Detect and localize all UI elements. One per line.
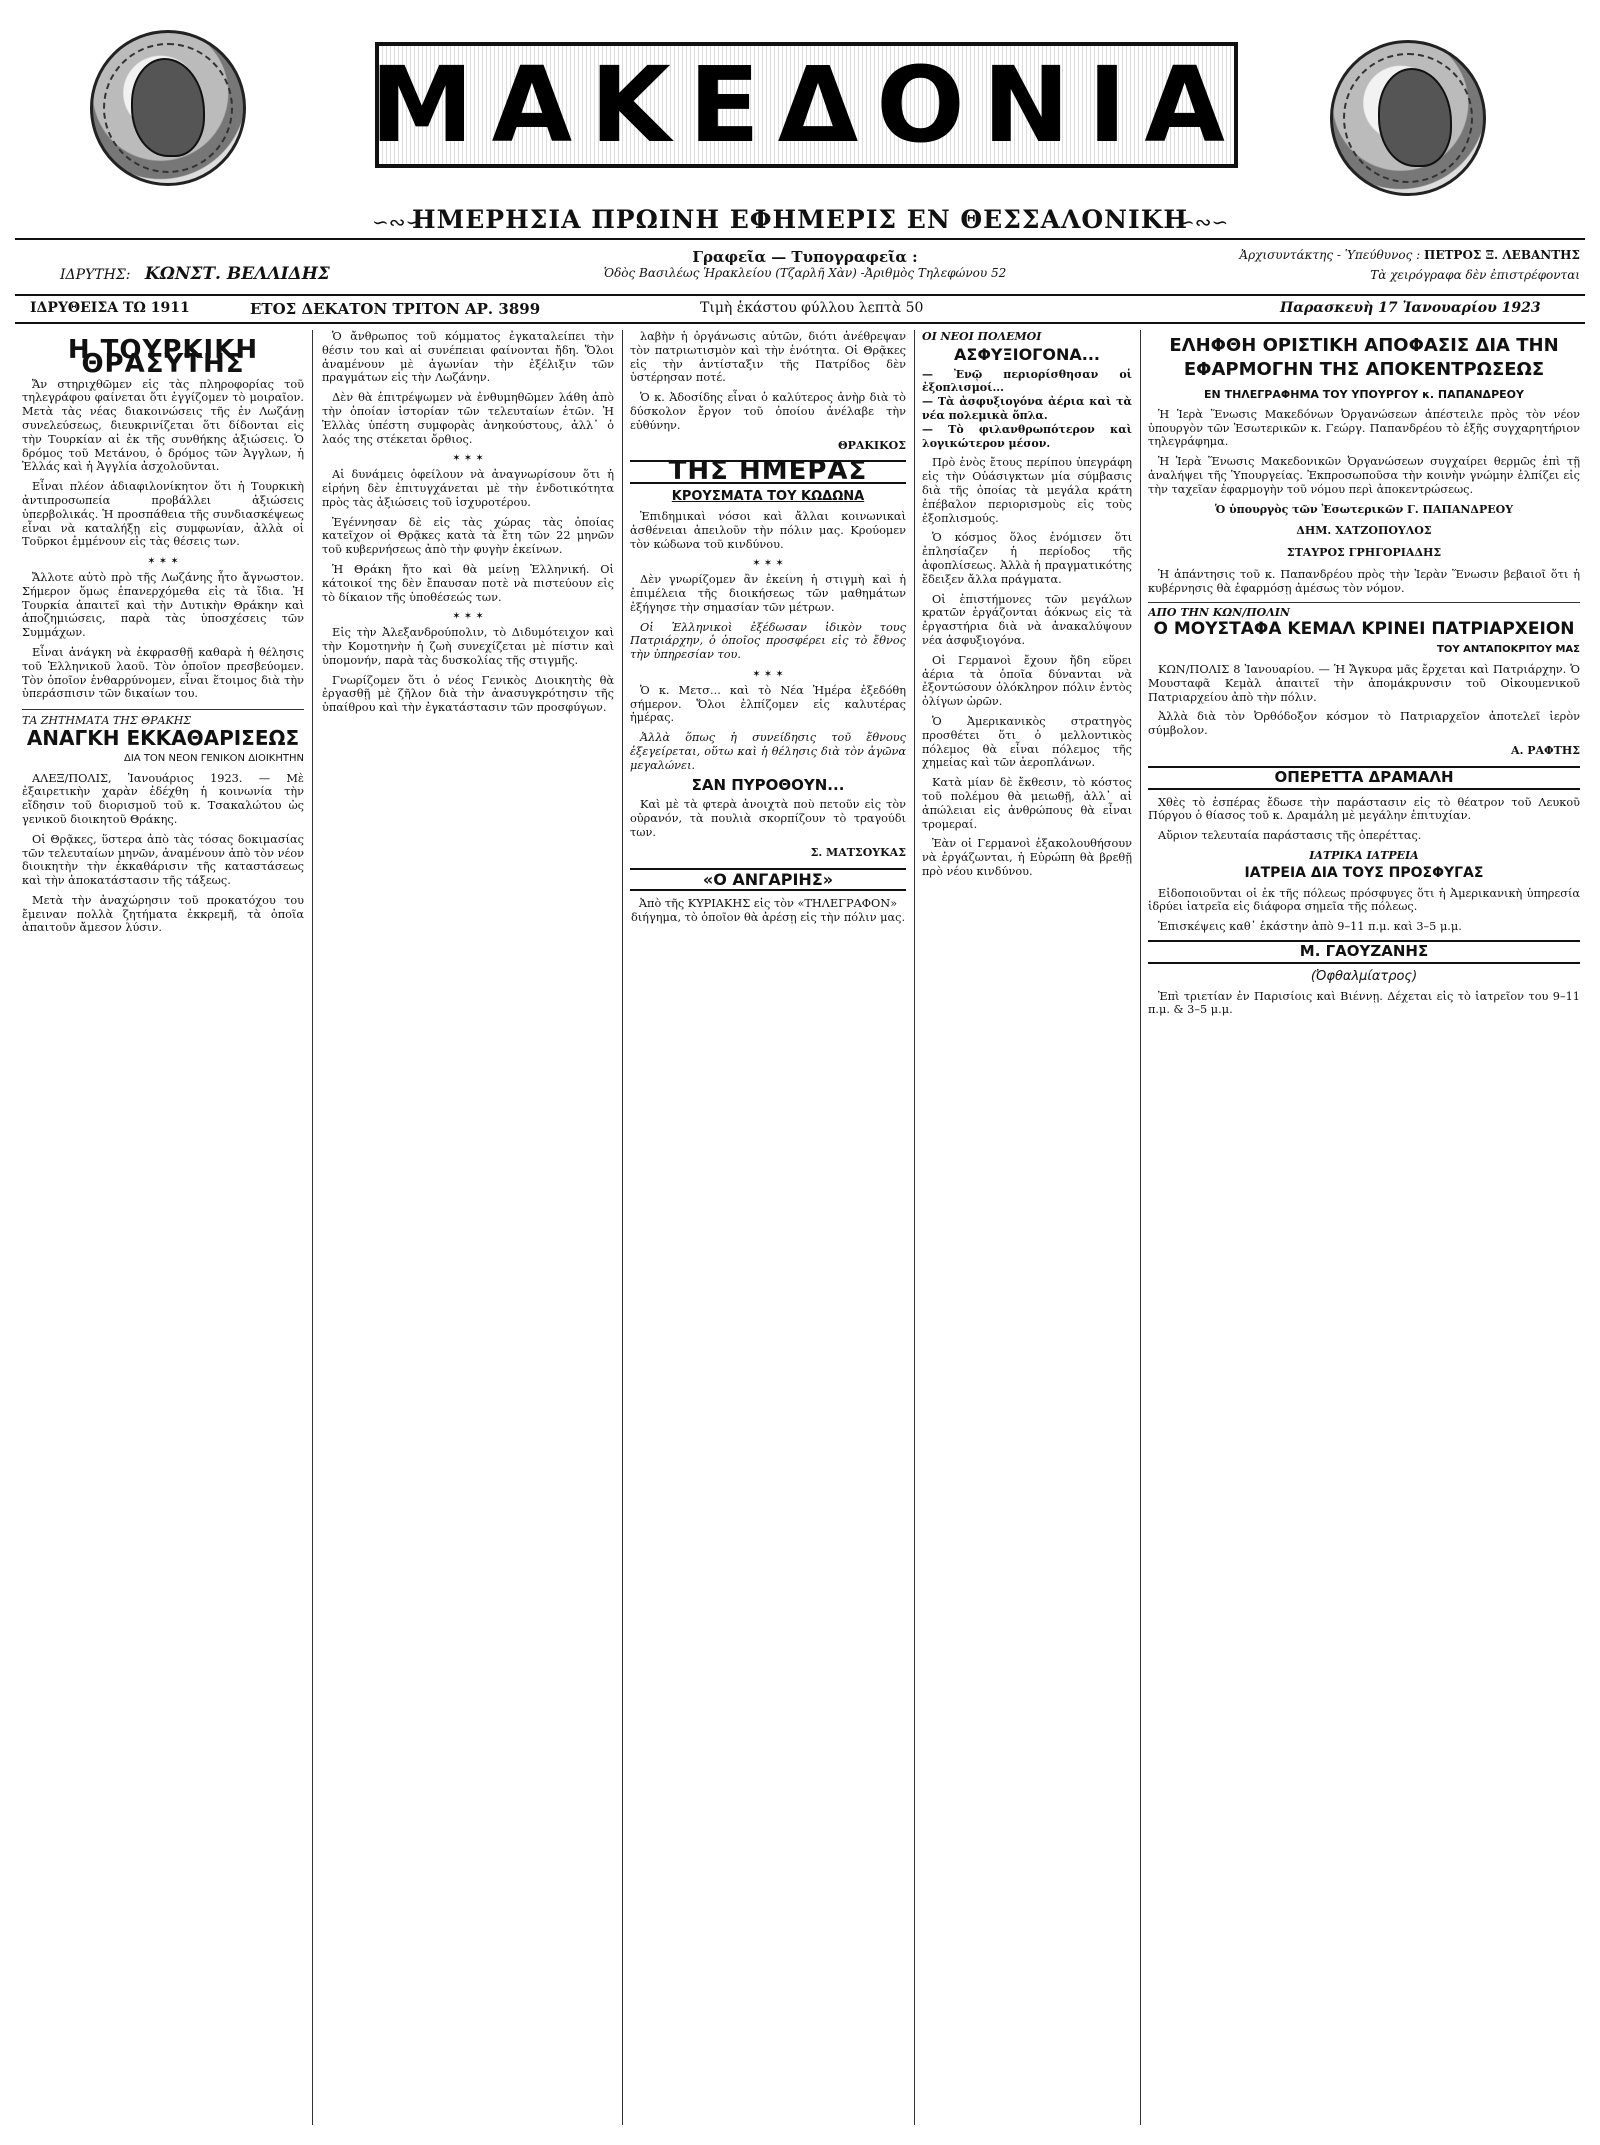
col-divider-1 (312, 330, 313, 2125)
article-paragraph: Ὁ ἄνθρωπος τοῦ κόμματος ἐγκαταλείπει τὴν θέσιν του καὶ αἱ συνέπειαι φαίνονται ἤδη. Ὅλοι ἀναμένουν μὲ ἀγωνίαν τὴν ἐξέλιξιν τῶν πραγμάτων εἰς τὴν Λωζάνην. (322, 330, 614, 385)
left-medallion-emblem (90, 30, 246, 186)
ornament-right-icon: ∽∾∽ (1178, 210, 1229, 234)
col-divider-2 (622, 330, 623, 2125)
article-paragraph: Κατὰ μίαν δὲ ἔκθεσιν, τὸ κόστος τοῦ πολέμου θὰ μειωθῇ, ἀλλ᾽ αἱ ἀπώλειαι εἰς ἀνθρώπους θὰ εἶναι τρομεραί. (922, 776, 1132, 831)
kicker-new-wars: ΟΙ ΝΕΟΙ ΠΟΛΕΜΟΙ (922, 330, 1042, 343)
col-divider-4 (1140, 330, 1141, 2125)
article-paragraph: Ὁ κ. Ἀδοσίδης εἶναι ὁ καλύτερος ἀνὴρ διὰ τὸ δύσκολον ἔργον τοῦ ὁποίου ἀνέλαβε τὴν εὐθύνην. (630, 391, 906, 432)
col-divider-3 (914, 330, 915, 2125)
bullet-list (922, 368, 1132, 451)
signature-grigoriadis: ΣΤΑΥΡΟΣ ΓΡΗΓΟΡΙΑΔΗΣ (1286, 546, 1442, 560)
subhead-new-governor: ΔΙΑ ΤΟΝ ΝΕΟΝ ΓΕΝΙΚΟΝ ΔΙΟΙΚΗΤΗΝ (124, 752, 304, 764)
kicker-medical: ΙΑΤΡΙΚΑ ΙΑΤΡΕΙΑ (1309, 848, 1419, 862)
article-paragraph: Ἄν στηριχθῶμεν εἰς τὰς πληροφορίας τοῦ τηλεγράφου φαίνεται ὅτι ἐγγίζομεν τὸ μοιραῖον. Μετὰ τὰς νέας διακοινώσεις τῆς ἐν Λωζάνῃ συνελεύσεως, διευκρινίζεται ὅτι δίδονται εἰς τὴν Τουρκίαν αἱ ἐκ τῆς συνθήκης ἀξιώσεις. Ὁ δρόμος τοῦ Μετάνου, ὁ δρόμος τῶν Ἀγγλων, ἡ Ἑλλάς καὶ ἡ Ἀγγλία ἀσχολοῦνται. (22, 377, 304, 474)
article-paragraph: Οἱ Ἑλληνικοὶ ἐξέδωσαν ἰδικὸν τους Πατριάρχην, ὁ ὁποῖος προσφέρει εἰς τὸ ἔθνος τὴν ὑπηρεσίαν του. (630, 620, 906, 662)
article-paragraph: Εἶναι πλέον ἀδιαφιλονίκητον ὅτι ἡ Τουρκικὴ ἀντιπροσωπεία προβάλλει ἀξιώσεις ὑπερβολικάς. Ἡ προσπάθεια τῆς συνδιασκέψεως εἶναι νὰ καταλήξῃ εἰς συμφωνίαν, ἀλλὰ οἱ Τοῦρκοι ἐμμένουν εἰς τὰς θέσεις των. (22, 480, 304, 549)
article-paragraph: Οἱ Θρᾷκες, ὕστερα ἀπὸ τὰς τόσας δοκιμασίας τῶν τελευταίων μηνῶν, ἀναμένουν ἀπὸ τὸν νέον διοικητὴν τὴν ἐκκαθάρισιν τῆς καταστάσεως καὶ τὴν ἀποκατάστασιν τῆς τάξεως. (22, 832, 304, 888)
ad-doctor-name: Μ. ΓΑΟΥΖΑΝΗΣ (1148, 940, 1580, 964)
article-paragraph: Αὔριον τελευταία παράστασις τῆς ὀπερέττας. (1158, 829, 1422, 843)
right-medallion-emblem (1330, 40, 1486, 196)
boxed-title-angaris: «Ο ΑΝΓΑΡΙΗΣ» (630, 868, 906, 892)
article-paragraph: Εἰδοποιοῦνται οἱ ἐκ τῆς πόλεως πρόσφυγες ὅτι ἡ Ἀμερικανικὴ ὑπηρεσία ἱδρύει ἰατρεῖα εἰς διάφορα σημεῖα τῆς πόλεως. (1148, 886, 1580, 914)
headline-clinics-refugees: ΙΑΤΡΕΙΑ ΔΙΑ ΤΟΥΣ ΠΡΟΣΦΥΓΑΣ (1244, 864, 1484, 881)
price-line: Τιμὴ ἑκάστου φύλλου λεπτὰ 50 (700, 300, 924, 316)
article-paragraph: Οἱ ἐπιστήμονες τῶν μεγάλων κρατῶν ἐργάζονται ἀόκνως εἰς τὰ ἐργαστήρια διὰ νὰ ἀνακαλύψουν νέα ἀσφυξιογόνα. (922, 592, 1132, 647)
bullet-item: — Ἐνῷ περιορίσθησαν οἱ ἐξοπλισμοί... (922, 367, 1132, 395)
article-paragraph: Αἱ δυνάμεις ὀφείλουν νὰ ἀναγνωρίσουν ὅτι ἡ εἰρήνη δὲν ἐπιτυγχάνεται μὲ τὴν ἐνδοτικότητα πρὸς τὰς ἀξιώσεις τοῦ ἰσχυροτέρου. (322, 468, 614, 509)
article-paragraph: Ἡ ἀπάντησις τοῦ κ. Παπανδρέου πρὸς τὴν Ἱερὰν Ἕνωσιν βεβαιοῖ ὅτι ἡ κυβέρνησις θὰ ἐφαρμόσῃ ἀμέσως τὸν νόμον. (1148, 567, 1580, 595)
article-paragraph: Ἐπιδημικαὶ νόσοι καὶ ἄλλαι κοινωνικαὶ ἀσθένειαι ἀπειλοῦν τὴν πόλιν μας. Κρούομεν τὸν κώδωνα τοῦ κινδύνου. (630, 509, 906, 551)
article-paragraph: Ὁ κ. Μετσ... καὶ τὸ Νέα Ἡμέρα ἐξεδόθη σήμερον. Ὅλοι ἐλπίζομεν εἰς καλυτέρας ἡμέρας. (630, 683, 906, 725)
signature-raftis: Α. ΡΑΦΤΗΣ (1511, 743, 1580, 757)
editor-block (1040, 248, 1580, 282)
signature-chatzopoulos: ΔΗΜ. ΧΑΤΖΟΠΟΥΛΟΣ (1296, 524, 1432, 538)
article-paragraph: Ὁ Ἀμερικανικὸς στρατηγὸς προσθέτει ὅτι ὁ μελλοντικὸς πόλεμος θὰ εἶναι πόλεμος τῆς χημείας καὶ τῶν ἀεροπλάνων. (922, 714, 1132, 770)
section-of-the-day: ΤΗΣ ΗΜΕΡΑΣ (630, 460, 906, 484)
offices-address: Ὁδὸς Βασιλέως Ἡρακλείου (Τζαρλῆ Χὰν) -Ἀριθμὸς Τηλεφώνου 52 (603, 266, 1007, 280)
masthead-title-box (370, 42, 1243, 168)
article-paragraph: Ἀλλὰ διὰ τὸν Ὀρθόδοξον κόσμον τὸ Πατριαρχεῖον ἀποτελεῖ ἱερὸν σύμβολον. (1148, 710, 1580, 738)
rule-top (15, 238, 1585, 240)
stars-divider-icon: ✶ ✶ ✶ (752, 558, 784, 570)
article-paragraph: Ἡ Θράκη ἤτο καὶ θὰ μείνῃ Ἑλληνική. Οἱ κάτοικοί της δὲν ἔπαυσαν ποτὲ νὰ πιστεύουν εἰς τὸ δίκαιον τῆς ὑποθέσεώς των. (322, 562, 614, 604)
column-4 (922, 330, 1132, 2125)
issue-line: ΕΤΟΣ ΔΕΚΑΤΟΝ ΤΡΙΤΟΝ ΑΡ. 3899 (250, 300, 541, 318)
section-san-pyrothoun: ΣΑΝ ΠΥΡΟΘΟΥΝ... (691, 775, 845, 794)
article-paragraph: Εἶναι ἀνάγκη νὰ ἐκφρασθῇ καθαρὰ ἡ θέλησις τοῦ Ἑλληνικοῦ λαοῦ. Τὸν ὁποῖον πρεσβεύομεν. Τὸν ὁποῖον ἐνθαρρύνομεν, εἶναι ἕτοιμος διὰ τὴν ὑπεράσπισιν τῶν δικαίων του. (22, 645, 304, 701)
article-paragraph: Ὁ κόσμος ὅλος ἐνόμισεν ὅτι ἐπλησίαζεν ἡ περίοδος τῆς ἀφοπλίσεως. Ἀλλὰ ἡ πραγματικότης ἔδειξεν ἄλλα πράγματα. (922, 531, 1132, 586)
stars-divider-icon: ✶ ✶ ✶ (452, 611, 484, 623)
rule-info-top (15, 294, 1585, 296)
section-kicker: ΤΑ ΖΗΤΗΜΑΤΑ ΤΗΣ ΘΡΑΚΗΣ (22, 714, 192, 728)
article-paragraph: Εἰς τὴν Ἀλεξανδρούπολιν, τὸ Διδυμότειχον καὶ τὴν Κομοτηνὴν ἡ ζωὴ συνεχίζεται μὲ πίστιν καὶ ὑπομονήν, παρὰ τὰς δυσκολίας τῆς στιγμῆς. (322, 626, 614, 667)
headline-kemal-patriarchate: Ο ΜΟΥΣΤΑΦΑ ΚΕΜΑΛ ΚΡΙΝΕΙ ΠΑΤΡΙΑΡΧΕΙΟΝ (1153, 619, 1575, 640)
editor-label: Ἀρχισυντάκτης - Ὑπεύθυνος : (1239, 248, 1421, 262)
founder-label: ΙΔΡΥΤΗΣ: (60, 267, 131, 283)
article-paragraph: Ἐπισκέψεις καθ᾽ ἑκάστην ἀπὸ 9–11 π.μ. καὶ 3–5 μ.μ. (1158, 920, 1462, 934)
bullet-item: — Τὸ φιλανθρωπότερον καὶ λογικώτερον μέσον. (922, 422, 1132, 450)
article-paragraph: Δὲν γνωρίζομεν ἂν ἐκείνη ἡ στιγμὴ καὶ ἡ ἐπιμέλεια τῆς διοικήσεως τῶν μαθημάτων ἐξήγησε τὴν σημασίαν τῶν μέτρων. (630, 573, 906, 614)
article-paragraph: Ἀλλὰ ὅπως ἡ συνείδησις τοῦ ἔθνους ἐξεγείρεται, οὕτω καὶ ἡ θέλησις διὰ τὸν ἀγῶνα μεγαλώνει. (630, 731, 906, 772)
article-paragraph: Ἡ Ἱερὰ Ἕνωσις Μακεδονικῶν Ὀργανώσεων συγχαίρει θερμῶς ἐπὶ τῇ ἀναλήψει τῆς Ὑπουργείας. Ἐκπροσωποῦσα τὴν κοινὴν γνώμην ἐλπίζει εἰς τὴν ταχεῖαν ἐφαρμογὴν τοῦ νόμου περὶ ἀποκεντρώσεως. (1148, 455, 1580, 496)
subhead-correspondent: ΤΟΥ ΑΝΤΑΠΟΚΡΙΤΟΥ ΜΑΣ (1437, 644, 1580, 656)
masthead-subtitle: ΗΜΕΡΗΣΙΑ ΠΡΩΙΝΗ ΕΦΗΜΕΡΙΣ ΕΝ ΘΕΣΣΑΛΟΝΙΚΗ (411, 205, 1189, 234)
article-paragraph: Μετὰ τὴν ἀναχώρησιν τοῦ προκατόχου του ἔμειναν πολλὰ ζητήματα ἐκκρεμῆ, τὰ ὁποῖα ἀπαιτοῦν ἄμεσον λύσιν. (22, 893, 304, 935)
founded-line: ΙΔΡΥΘΕΙΣΑ ΤΩ 1911 (30, 300, 190, 316)
manuscripts-note: Τὰ χειρόγραφα δὲν ἐπιστρέφονται (1370, 268, 1580, 282)
column-1 (22, 330, 304, 2125)
article-paragraph: λαβὴν ἡ ὀργάνωσις αὐτῶν, διότι ἀνέθρεψαν τὸν πατριωτισμὸν καὶ τὴν ἑνότητα. Οἱ Θρᾷκες εἰς τὴν ἀντίσταξιν τῆς Πατρίδος δὲν ὑστέρησαν ποτέ. (630, 330, 906, 385)
ad-text: Ἐπὶ τριετίαν ἐν Παρισίοις καὶ Βιέννῃ. Δέχεται εἰς τὸ ἰατρεῖον του 9–11 π.μ. & 3–5 μ.μ. (1148, 989, 1580, 1017)
offices-block (595, 248, 1015, 280)
headline-asphyxiating-gases: ΑΣΦΥΞΙΟΓΟΝΑ... (954, 344, 1100, 364)
stars-divider-icon: ✶ ✶ ✶ (147, 556, 179, 568)
rule-info-bottom (15, 322, 1585, 324)
article-paragraph: ΑΛΕΞ/ΠΟΛΙΣ, Ἰανουάριος 1923. — Μὲ ἐξαιρετικὴν χαρὰν ἐδέχθη ἡ κοινωνία τὴν εἴδησιν τοῦ διορισμοῦ τοῦ κ. Τσακαλώτου ὡς γενικοῦ διοικητοῦ Θράκης. (22, 771, 304, 826)
signature-papandreou: Ὁ ὑπουργὸς τῶν Ἐσωτερικῶν Γ. ΠΑΠΑΝΔΡΕΟΥ (1214, 502, 1514, 516)
column-2 (322, 330, 614, 2125)
article-paragraph: Ἄλλοτε αὐτὸ πρὸ τῆς Λωζάνης ἦτο ἄγνωστον. Σήμερον ὅμως ἐπανερχόμεθα εἰς τὰ ἴδια. Ἡ Τουρκία ἀπαιτεῖ καὶ τὴν Δυτικὴν Θράκην καὶ ἀποζημιώσεις, παρὰ τὰς ὑποσχέσεις τῶν Συμμάχων. (22, 570, 304, 640)
headline-need-clarification: ΑΝΑΓΚΗ ΕΚΚΑΘΑΡΙΣΕΩΣ (26, 725, 300, 750)
bullet-item: — Τὰ ἀσφυξιογόνα ἀέρια καὶ τὰ νέα πολεμικὰ ὅπλα. (922, 395, 1132, 422)
article-paragraph: Γνωρίζομεν ὅτι ὁ νέος Γενικὸς Διοικητὴς θὰ ἐργασθῇ μὲ ζῆλον διὰ τὴν ἀνασυγκρότησιν τῆς ὑπαίθρου καὶ τὴν ἐγκατάστασιν τῶν προσφύγων. (322, 673, 614, 715)
signature-thrakikos: ΘΡΑΚΙΚΟΣ (837, 438, 906, 452)
subsection-alarm-bell: ΚΡΟΥΣΜΑΤΑ ΤΟΥ ΚΩΔΩΝΑ (671, 489, 865, 505)
column-3 (630, 330, 906, 2125)
date-line: Παρασκευὴ 17 Ἰανουαρίου 1923 (1280, 300, 1541, 316)
article-paragraph: Ἐγέννησαν δὲ εἰς τὰς χώρας τὰς ὁποίας κατεῖχον οἱ Θρᾷκες κατὰ τὰ ἔτη τῶν 22 μηνῶν τοῦ κυβερνήσεως ἀπὸ τὴν φυγὴν ἐκείνων. (322, 515, 614, 557)
ad-doctor-specialty: (Ὀφθαλμίατρος) (1310, 968, 1418, 984)
masthead-title: ΜΑΚΕΔΟΝΙΑ (370, 44, 1243, 166)
article-paragraph: Πρὸ ἑνὸς ἔτους περίπου ὑπεγράφη εἰς τὴν Οὐάσιγκτων μία σύμβασις διὰ τῆς ὁποίας τὰ μεγάλα κράτη ἐπέβαλον περιορισμοὺς εἰς τοὺς ἐξοπλισμούς. (922, 456, 1132, 525)
stars-divider-icon: ✶ ✶ ✶ (452, 453, 484, 465)
ornament-left-icon: ∽∾∽ (372, 210, 423, 234)
kicker-from-constantinople: ΑΠΟ ΤΗΝ ΚΩΝ/ΠΟΛΙΝ (1148, 605, 1290, 619)
headline-decentralization: ΕΛΗΦΘΗ ΟΡΙΣΤΙΚΗ ΑΠΟΦΑΣΙΣ ΔΙΑ ΤΗΝ ΕΦΑΡΜΟΓΗΝ ΤΗΣ ΑΠΟΚΕΝΤΡΩΣΕΩΣ (1169, 335, 1559, 380)
article-paragraph: ΚΩΝ/ΠΟΛΙΣ 8 Ἰανουαρίου. — Ἡ Ἄγκυρα μᾶς ἔρχεται καὶ Πατριάρχην. Ὁ Μουσταφᾶ Κεμὰλ ἀπαιτεῖ τὴν ἀπομάκρυνσιν τοῦ Οἰκουμενικοῦ Πατριαρχείου ἀπὸ τὴν πόλιν. (1148, 662, 1580, 704)
headline-turkish-audacity: Η ΤΟΥΡΚΙΚΗ ΘΡΑΣΥΤΗΣ (67, 335, 259, 379)
subhead-papandreou-telegram: ΕΝ ΤΗΛΕΓΡΑΦΗΜΑ ΤΟΥ ΥΠΟΥΡΓΟΥ κ. ΠΑΠΑΝΔΡΕΟΥ (1204, 388, 1524, 401)
article-paragraph: Ἐὰν οἱ Γερμανοὶ ἐξακολουθήσουν νὰ ἐργάζωνται, ἡ Εὐρώπη θὰ βρεθῇ πρὸ νέου κινδύνου. (922, 837, 1132, 878)
article-paragraph: Οἱ Γερμανοὶ ἔχουν ἤδη εὕρει ἀέρια τὰ ὁποῖα δύνανται νὰ ἐξοντώσουν ὁλόκληρον πόλιν ἐντὸς ὀλίγων ὡρῶν. (922, 653, 1132, 709)
article-paragraph: Χθὲς τὸ ἑσπέρας ἔδωσε τὴν παράστασιν εἰς τὸ θέατρον τοῦ Λευκοῦ Πύργου ὁ θίασος τοῦ κ. Δραμάλη μὲ μεγάλην ἐπιτυχίαν. (1148, 795, 1580, 823)
offices-title: Γραφεῖα — Τυπογραφεῖα : (692, 248, 918, 266)
headline-operetta-dramali: ΟΠΕΡΕΤΤΑ ΔΡΑΜΑΛΗ (1148, 766, 1580, 790)
boxed-text: Ἀπὸ τῆς ΚΥΡΙΑΚΗΣ εἰς τὸν «ΤΗΛΕΓΡΑΦΟΝ» διήγημα, τὸ ὁποῖον θὰ ἀρέσῃ εἰς τὴν πόλιν μας. (630, 897, 906, 925)
column-5 (1148, 330, 1580, 2125)
editor-name: ΠΕΤΡΟΣ Ξ. ΛΕΒΑΝΤΗΣ (1424, 248, 1580, 262)
article-paragraph: Ἡ Ἱερὰ Ἕνωσις Μακεδόνων Ὀργανώσεων ἀπέστειλε πρὸς τὸν νέον ὑπουργὸν τῶν Ἐσωτερικῶν κ. Γεώργ. Παπανδρέου τὸ ἑξῆς συγχαρητήριον τηλεγράφημα. (1148, 407, 1580, 449)
signature-matsoukas: Σ. ΜΑΤΣΟΥΚΑΣ (810, 845, 906, 859)
article-paragraph: Καὶ μὲ τὰ φτερὰ ἀνοιχτὰ ποὺ πετοῦν εἰς τὸν οὐρανόν, τὰ πουλιὰ σκορπίζουν τὸ τραγούδι των. (630, 798, 906, 839)
founder-name: ΚΩΝΣΤ. ΒΕΛΛΙΔΗΣ (144, 264, 330, 284)
founder-line (60, 264, 330, 284)
article-paragraph: Δὲν θὰ ἐπιτρέψωμεν νὰ ἐνθυμηθῶμεν λάθη ἀπὸ τὴν ὁποίαν ἱστορίαν τῶν τελευταίων ἐτῶν. Ἡ Ἑλλὰς ὑπέστη συμφορὰς ἀνηκούστους, ἀλλ᾽ ὁ λαός της στέκεται ὄρθιος. (322, 391, 614, 446)
stars-divider-icon: ✶ ✶ ✶ (752, 668, 784, 680)
